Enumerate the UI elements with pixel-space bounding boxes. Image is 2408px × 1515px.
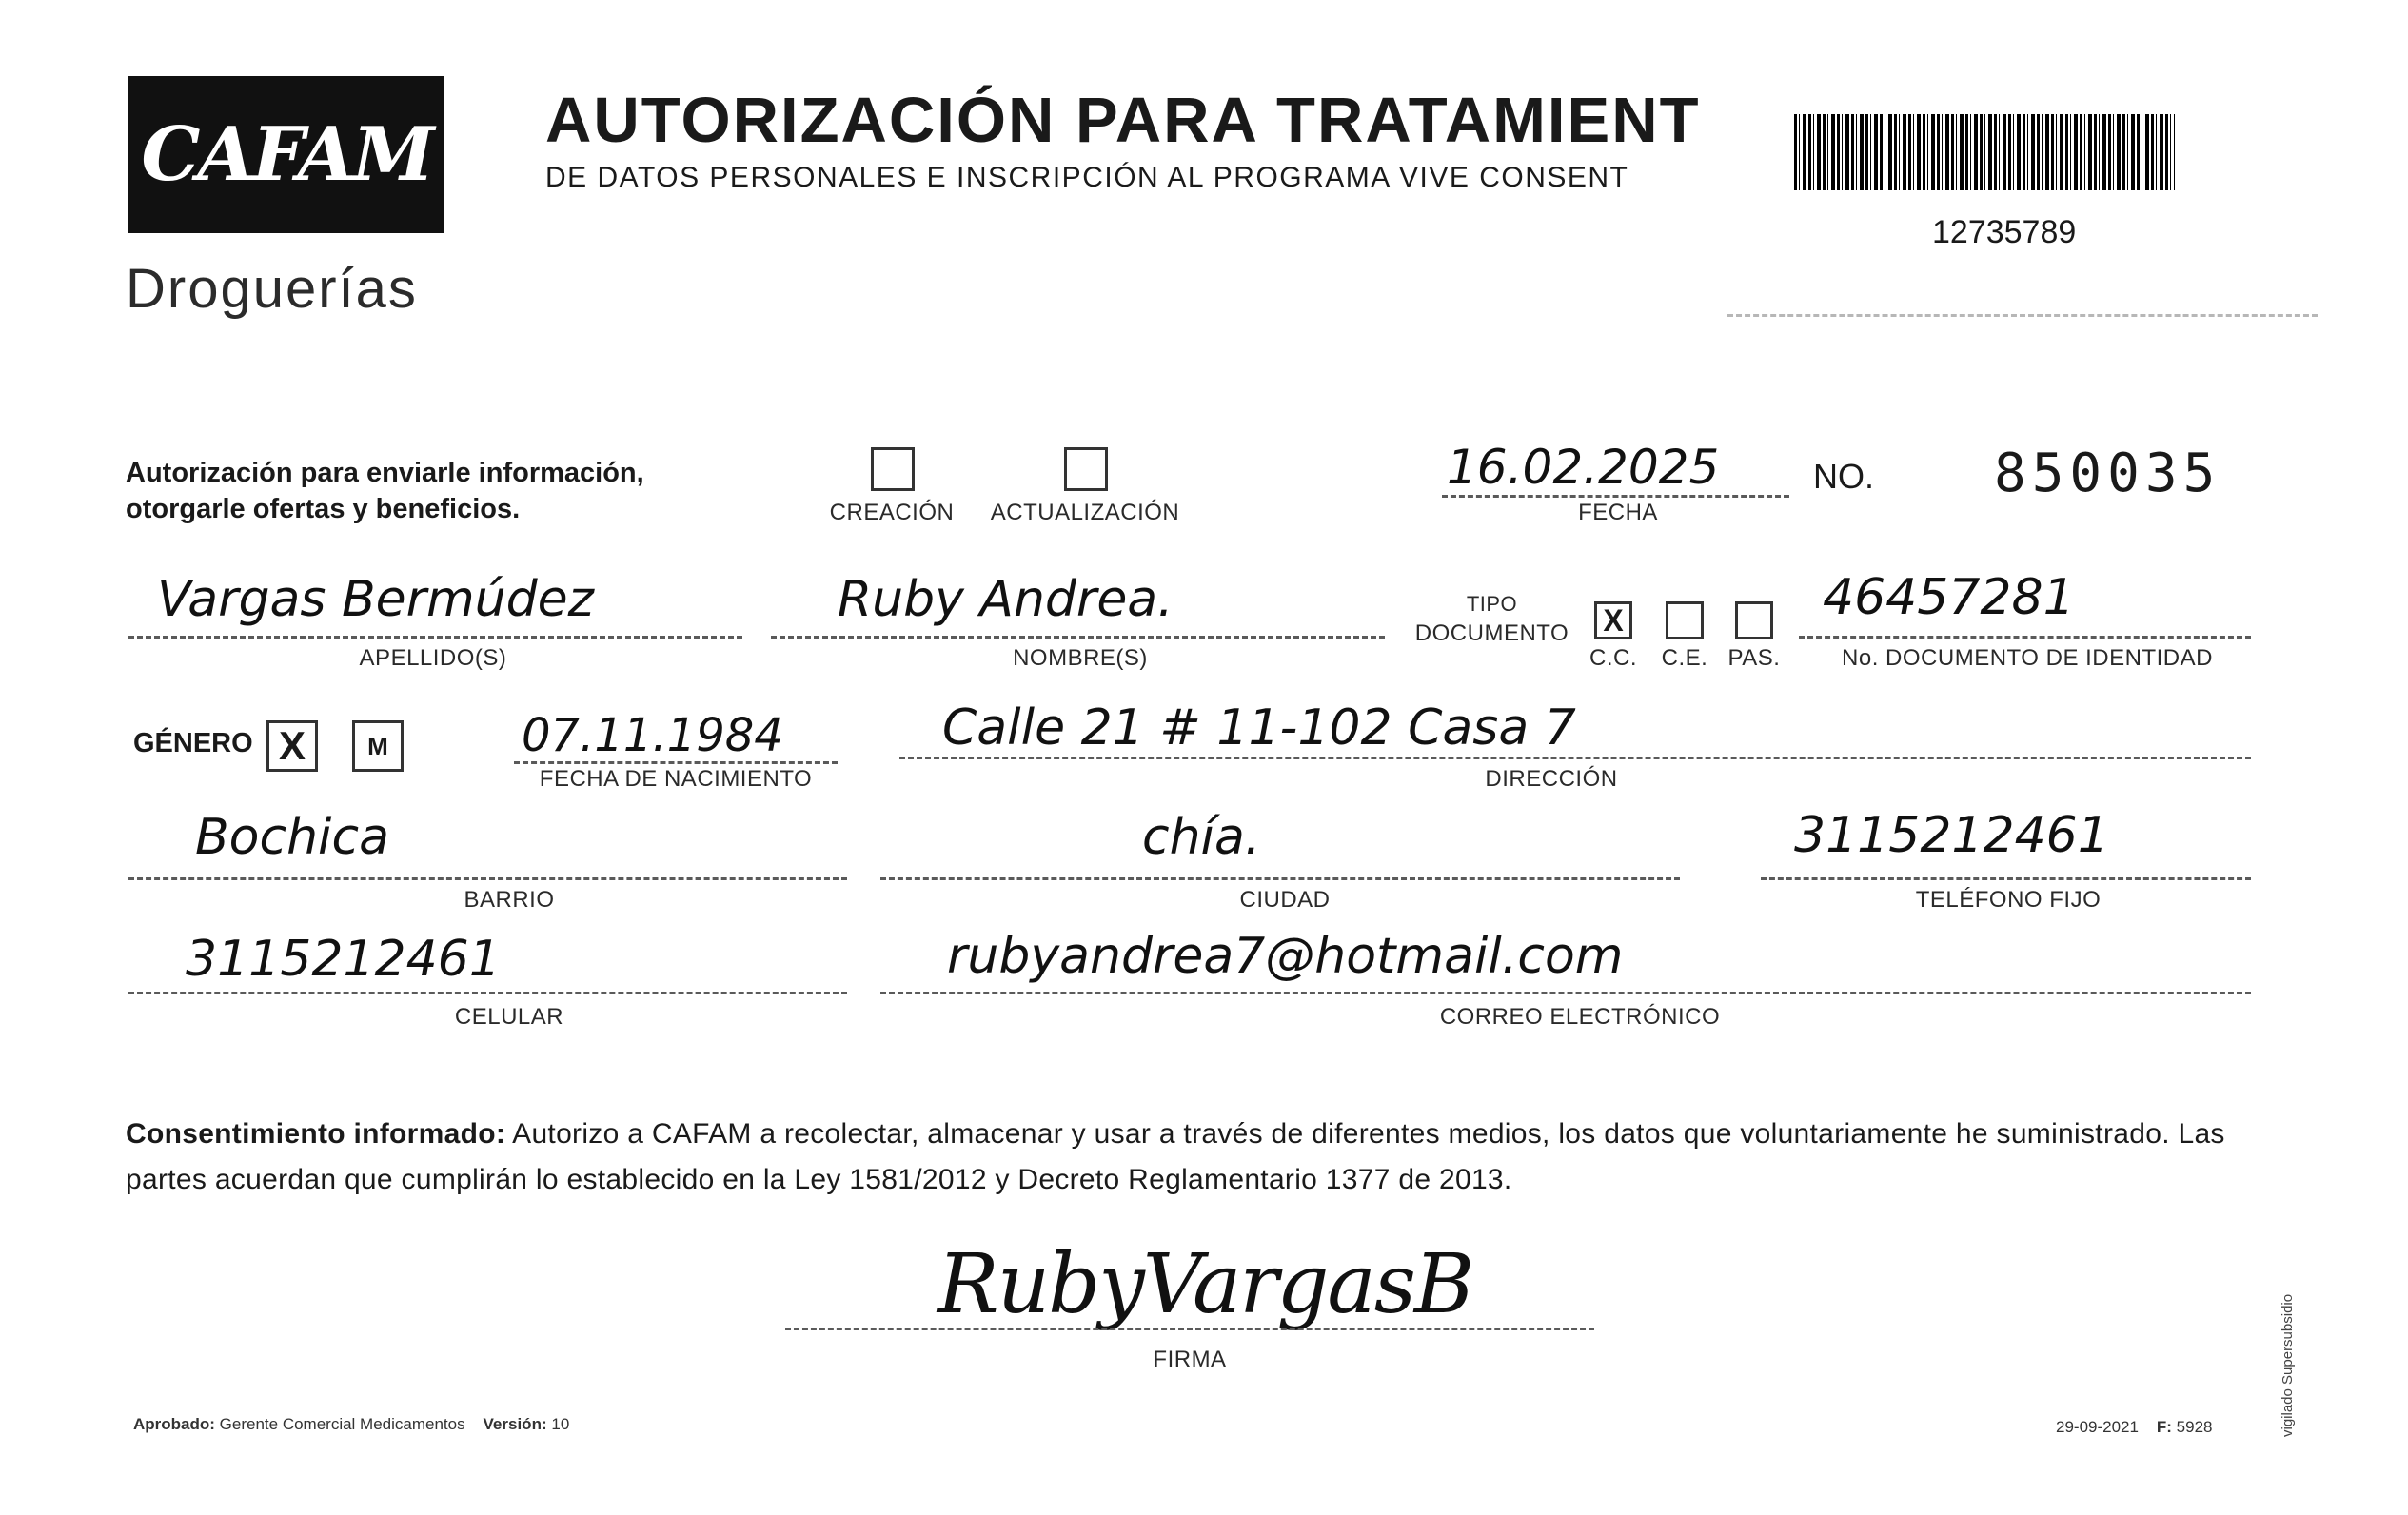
aprobado-label: Aprobado:	[133, 1415, 215, 1433]
f-value: 5928	[2176, 1418, 2213, 1436]
nombres-line	[771, 636, 1385, 639]
side-vigilado-text: vigilado Supersubsidio	[2280, 1293, 2296, 1437]
cc-mark: X	[1603, 602, 1624, 638]
actualizacion-checkbox[interactable]	[1064, 447, 1108, 491]
f-label: F:	[2156, 1418, 2172, 1436]
form-title: AUTORIZACIÓN PARA TRATAMIENT	[545, 85, 1701, 156]
ciudad-label: CIUDAD	[1239, 887, 1331, 913]
pas-checkbox[interactable]	[1735, 601, 1773, 639]
form-subtitle: DE DATOS PERSONALES E INSCRIPCIÓN AL PROGRAMA VIVE CONSENT	[545, 162, 1629, 193]
ce-label: C.E.	[1661, 645, 1708, 671]
footer-date: 29-09-2021	[2056, 1418, 2139, 1436]
authorization-line-1: Autorización para enviarle información,	[126, 458, 644, 488]
no-label: NO.	[1813, 457, 1875, 496]
nacimiento-line	[514, 761, 838, 764]
authorization-text	[126, 455, 644, 527]
celular-line	[128, 992, 847, 994]
genero-label: GÉNERO	[133, 728, 253, 758]
correo-label: CORREO ELECTRÓNICO	[1439, 1004, 1721, 1030]
cc-label: C.C.	[1589, 645, 1637, 671]
direccion-value[interactable]: Calle 21 # 11-102 Casa 7	[942, 699, 1576, 757]
fecha-label: FECHA	[1578, 500, 1658, 525]
genero-m-checkbox[interactable]	[352, 720, 404, 772]
genero-m-label: M	[367, 731, 388, 760]
cc-checkbox[interactable]	[1594, 601, 1632, 639]
footer-approval	[133, 1415, 569, 1434]
documento-value[interactable]: 46457281	[1823, 569, 2075, 626]
brand-subtitle: Droguerías	[126, 258, 418, 320]
correo-value[interactable]: rubyandrea7@hotmail.com	[947, 928, 1624, 985]
nombres-value[interactable]: Ruby Andrea.	[838, 571, 1174, 628]
telefono-value[interactable]: 3115212461	[1794, 807, 2109, 864]
barcode-number: 12735789	[1932, 214, 2077, 250]
ce-checkbox[interactable]	[1666, 601, 1704, 639]
aprobado-value: Gerente Comercial Medicamentos	[219, 1415, 465, 1433]
apellidos-value[interactable]: Vargas Bermúdez	[157, 571, 594, 628]
celular-label: CELULAR	[454, 1004, 564, 1030]
tipo-label-1: TIPO	[1466, 592, 1518, 616]
divider	[1727, 314, 2318, 317]
telefono-label: TELÉFONO FIJO	[1915, 887, 2102, 913]
logo	[128, 76, 444, 233]
fecha-value[interactable]: 16.02.2025	[1447, 440, 1720, 495]
fecha-line	[1442, 495, 1789, 498]
version-value: 10	[551, 1415, 570, 1433]
footer-date-code	[2056, 1418, 2212, 1437]
direccion-line	[899, 757, 2251, 759]
tipo-label-2: DOCUMENTO	[1414, 620, 1569, 646]
apellidos-line	[128, 636, 742, 639]
genero-f-checkbox[interactable]	[266, 720, 318, 772]
creacion-checkbox[interactable]	[871, 447, 915, 491]
direccion-label: DIRECCIÓN	[1485, 766, 1618, 792]
documento-label: No. DOCUMENTO DE IDENTIDAD	[1842, 645, 2213, 671]
celular-value[interactable]: 3115212461	[186, 931, 501, 988]
signature-label: FIRMA	[1153, 1347, 1227, 1372]
signature: RubyVargasB	[938, 1237, 1473, 1332]
version-label: Versión:	[483, 1415, 547, 1433]
correo-line	[880, 992, 2251, 994]
signature-line	[785, 1328, 1594, 1330]
ciudad-line	[880, 877, 1680, 880]
nombres-label: NOMBRE(S)	[1013, 645, 1148, 671]
authorization-line-2: otorgarle ofertas y beneficios.	[126, 494, 521, 524]
genero-f-mark: X	[278, 723, 306, 768]
telefono-line	[1761, 877, 2251, 880]
logo-text: CAFAM	[141, 111, 432, 198]
barcode	[1794, 114, 2175, 190]
consent-text: Autorizo a CAFAM a recolectar, almacenar y usar a través de diferentes medios, los datos que voluntariamente he suministrado. Las partes acuerdan que cumplirán lo establecido en la Ley 1581/2012 y Decreto Reglamentario 1377 de 2013.	[126, 1118, 2225, 1195]
barrio-label: BARRIO	[464, 887, 555, 913]
nacimiento-value[interactable]: 07.11.1984	[522, 709, 783, 762]
documento-line	[1799, 636, 2251, 639]
nacimiento-label: FECHA DE NACIMIENTO	[539, 766, 813, 792]
creacion-label: CREACIÓN	[829, 500, 955, 525]
consent-heading: Consentimiento informado:	[126, 1118, 506, 1150]
barrio-line	[128, 877, 847, 880]
pas-label: PAS.	[1727, 645, 1781, 671]
ciudad-value[interactable]: chía.	[1142, 809, 1261, 866]
barrio-value[interactable]: Bochica	[195, 809, 389, 866]
consent-paragraph	[126, 1112, 2258, 1203]
apellidos-label: APELLIDO(S)	[359, 645, 507, 671]
no-value: 850035	[1994, 443, 2221, 504]
actualizacion-label: ACTUALIZACIÓN	[990, 500, 1180, 525]
